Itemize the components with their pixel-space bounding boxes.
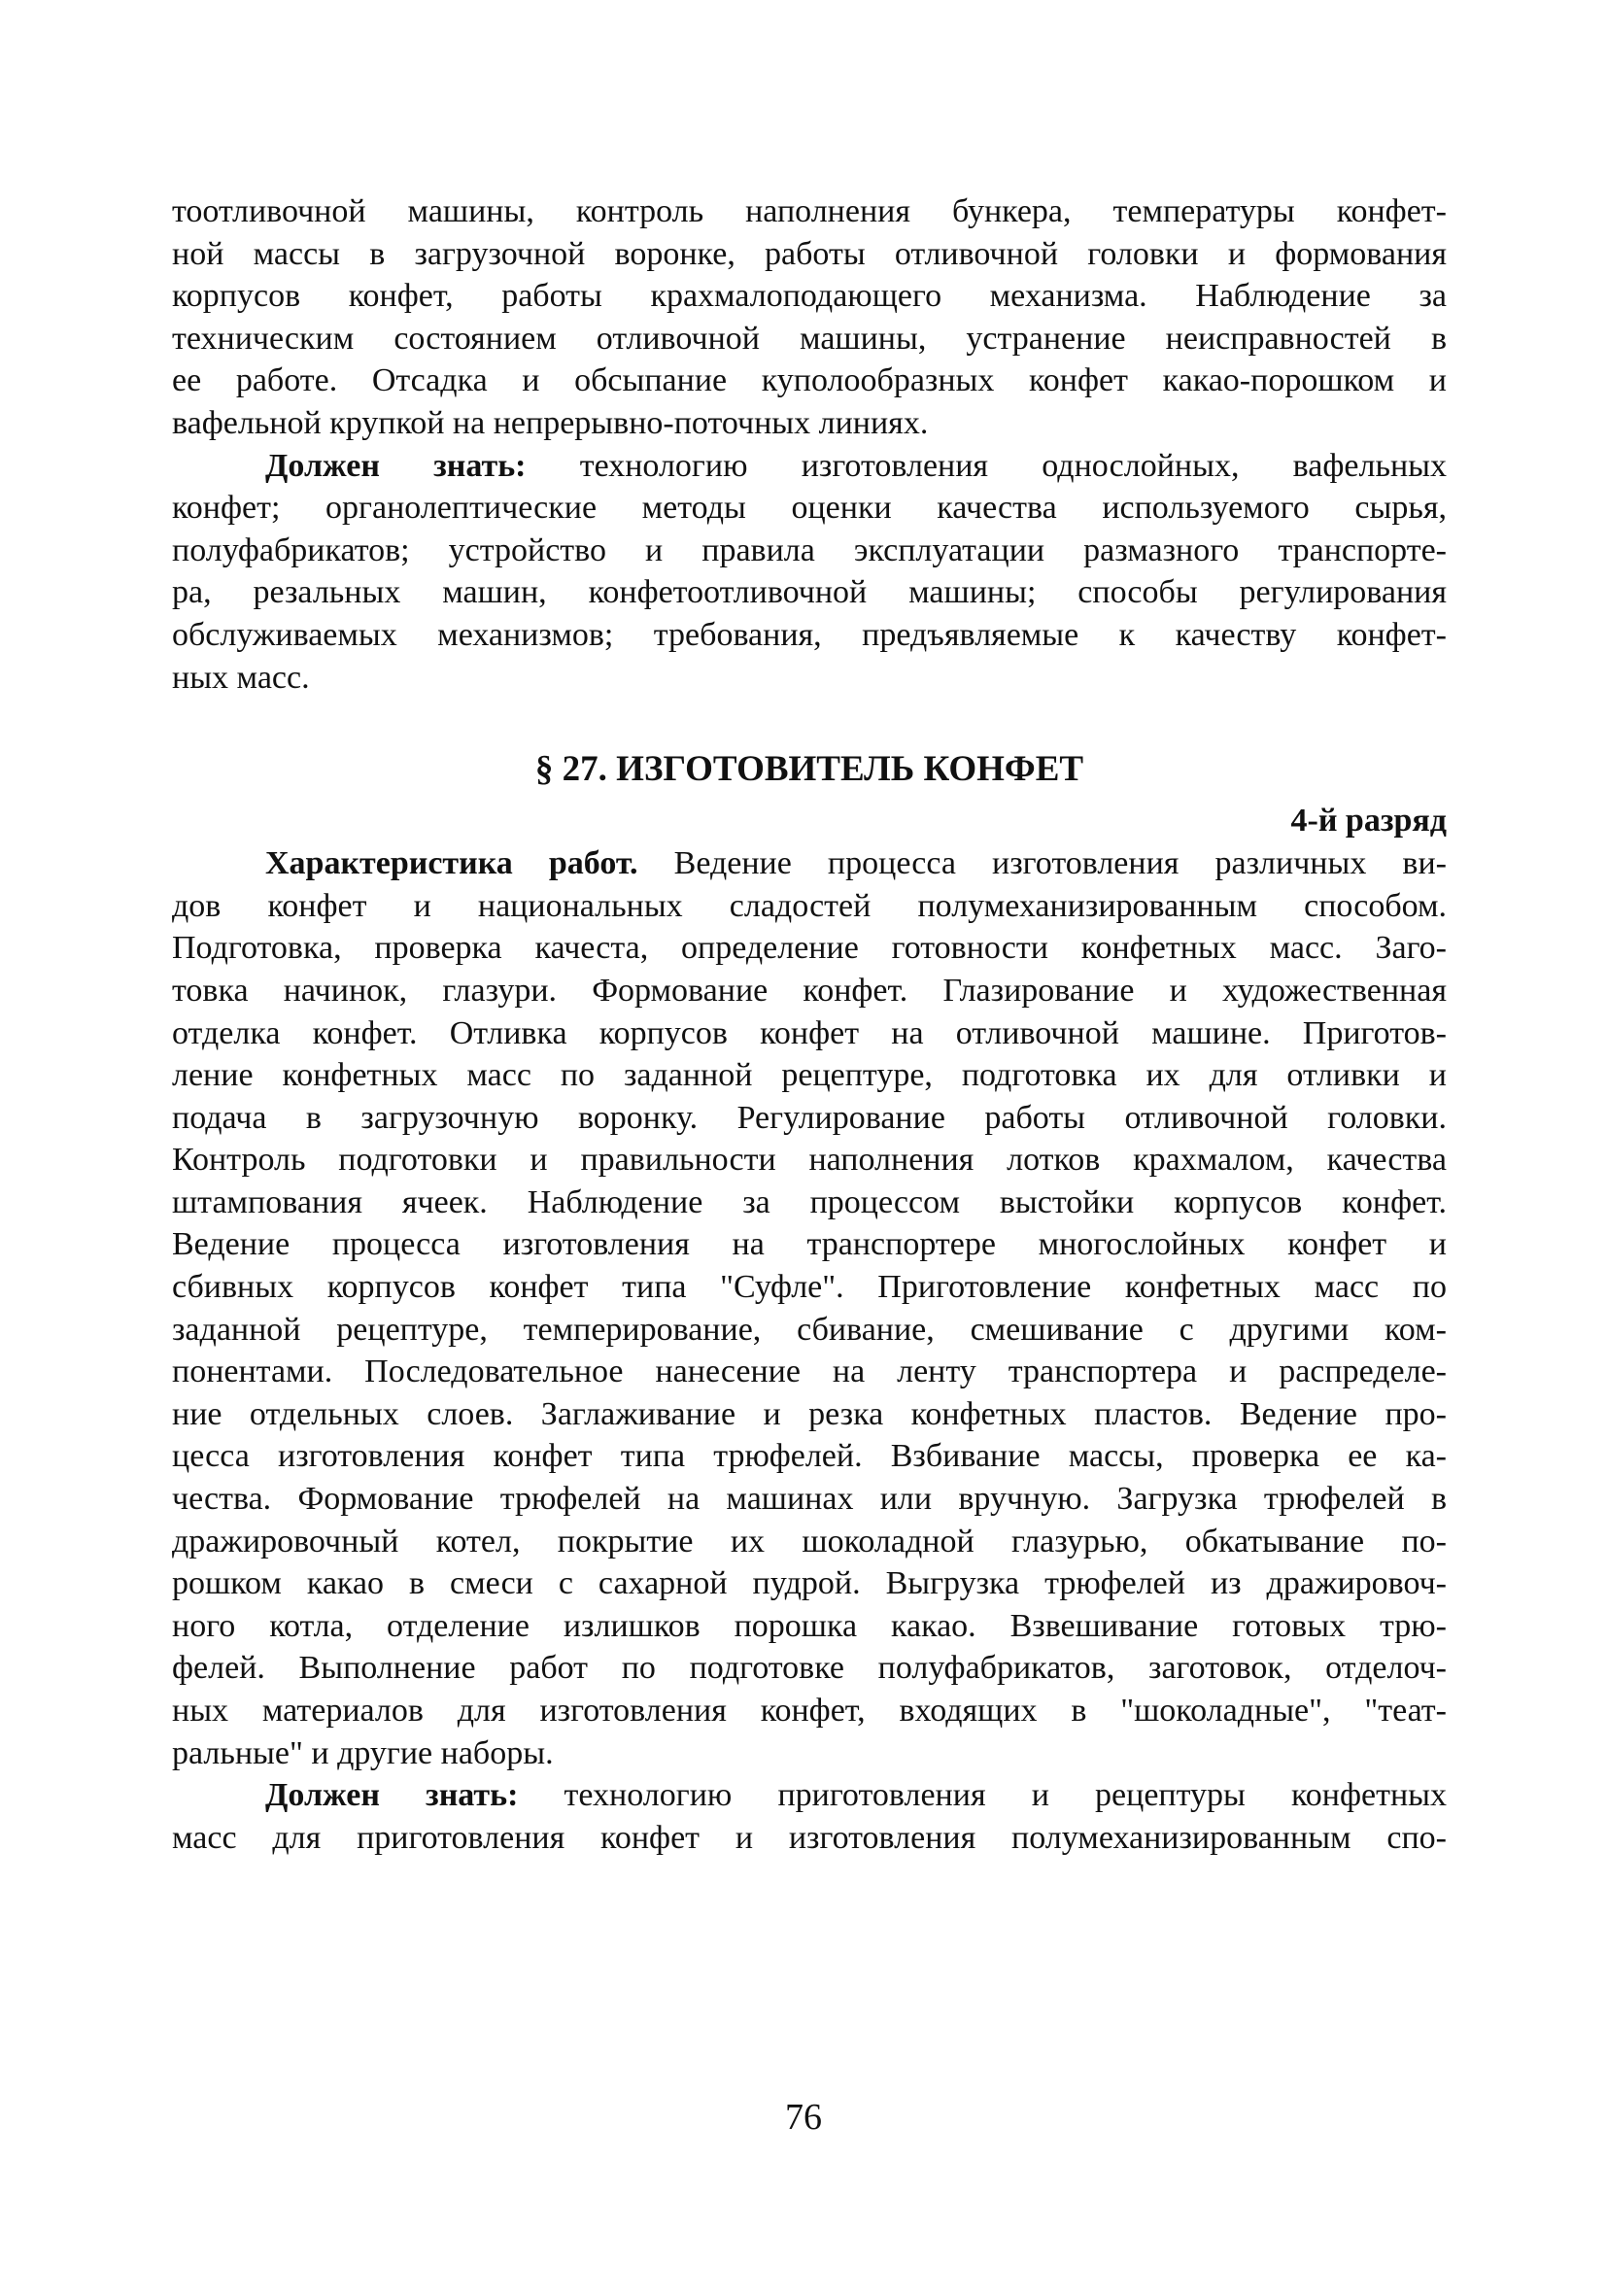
text-line: цесса изготовления конфет типа трюфелей. Взбивание массы, проверка ее ка- bbox=[172, 1438, 1447, 1475]
text-line: Ведение процесса изготовления на транспортере многослойных конфет и bbox=[172, 1226, 1447, 1263]
text-line: вафельной крупкой на непрерывно-поточных линиях. bbox=[172, 404, 929, 441]
text-line: ных масс. bbox=[172, 659, 310, 696]
text-line: корпусов конфет, работы крахмалоподающего механизма. Наблюдение за bbox=[172, 278, 1447, 315]
text-line: полуфабрикатов; устройство и правила эксплуатации размазного транспорте- bbox=[172, 531, 1447, 568]
section-title: § 27. ИЗГОТОВИТЕЛЬ КОНФЕТ bbox=[534, 749, 1084, 790]
text-line: ние отдельных слоев. Заглаживание и резка конфетных пластов. Ведение про- bbox=[172, 1395, 1447, 1432]
text-line: фелей. Выполнение работ по подготовке полуфабрикатов, заготовок, отделоч- bbox=[172, 1650, 1447, 1687]
text-line: заданной рецептуре, темперирование, сбивание, смешивание с другими ком- bbox=[172, 1311, 1447, 1348]
document-page bbox=[172, 190, 1447, 1859]
text-line bbox=[172, 842, 1447, 885]
text-line: ление конфетных масс по заданной рецептуре, подготовка их для отливки и bbox=[172, 1057, 1447, 1094]
text-line bbox=[172, 445, 1447, 488]
text-line: масс для приготовления конфет и изготовления полумеханизированным спо- bbox=[172, 1819, 1447, 1856]
text-line: товка начинок, глазури. Формование конфет. Глазирование и художественная bbox=[172, 972, 1447, 1009]
must-know-label: Должен знать: bbox=[265, 1777, 519, 1814]
text-line: чества. Формование трюфелей на машинах или вручную. Загрузка трюфелей в bbox=[172, 1481, 1447, 1518]
text-line: ральные" и другие наборы. bbox=[172, 1734, 554, 1771]
text-line: рошком какао в смеси с сахарной пудрой. Выгрузка трюфелей из дражировоч- bbox=[172, 1565, 1447, 1602]
text-line: сбивных корпусов конфет типа "Суфле". Приготовление конфетных масс по bbox=[172, 1269, 1447, 1306]
text-line: Подготовка, проверка качеста, определение готовности конфетных масс. Заго- bbox=[172, 930, 1447, 967]
text-line: штампования ячеек. Наблюдение за процессом выстойки корпусов конфет. bbox=[172, 1183, 1447, 1220]
text-line bbox=[172, 1774, 1447, 1817]
must-know-label: Должен знать: bbox=[265, 447, 527, 484]
page-number: 76 bbox=[785, 2097, 822, 2138]
text-line: обслуживаемых механизмов; требования, предъявляемые к качеству конфет- bbox=[172, 616, 1447, 653]
text-line: техническим состоянием отливочной машины, устранение неисправностей в bbox=[172, 320, 1447, 357]
text-run: технологию приготовления и рецептуры конфетных bbox=[518, 1777, 1447, 1814]
text-line: ных материалов для изготовления конфет, входящих в "шоколадные", "теат- bbox=[172, 1693, 1447, 1729]
characteristics-paragraph bbox=[172, 842, 1447, 1774]
text-line: ного котла, отделение излишков порошка какао. Взвешивание готовых трю- bbox=[172, 1607, 1447, 1644]
text-line: ной массы в загрузочной воронке, работы отливочной головки и формования bbox=[172, 235, 1447, 272]
text-line: дов конфет и национальных сладостей полумеханизированным способом. bbox=[172, 887, 1447, 924]
text-line: ра, резальных машин, конфетоотливочной машины; способы регулирования bbox=[172, 574, 1447, 611]
text-line: конфет; органолептические методы оценки качества используемого сырья, bbox=[172, 490, 1447, 527]
text-line: понентами. Последовательное нанесение на ленту транспортера и распределе- bbox=[172, 1354, 1447, 1390]
text-line: дражировочный котел, покрытие их шоколадной глазурью, обкатывание по- bbox=[172, 1523, 1447, 1559]
text-run: технологию изготовления однослойных, вафельных bbox=[526, 447, 1447, 484]
grade-label: 4-й разряд bbox=[1290, 803, 1447, 840]
text-line: Контроль подготовки и правильности наполнения лотков крахмалом, качества bbox=[172, 1142, 1447, 1179]
text-line: отделка конфет. Отливка корпусов конфет на отливочной машине. Приготов- bbox=[172, 1014, 1447, 1051]
characteristics-label: Характеристика работ. bbox=[265, 845, 638, 882]
text-run: Ведение процесса изготовления различных ви- bbox=[637, 845, 1447, 882]
text-line: подача в загрузочную воронку. Регулирование работы отливочной головки. bbox=[172, 1099, 1447, 1136]
must-know-paragraph bbox=[172, 445, 1447, 700]
text-line: ее работе. Отсадка и обсыпание куполообразных конфет какао-порошком и bbox=[172, 362, 1447, 399]
must-know-paragraph bbox=[172, 1774, 1447, 1859]
text-line: тоотливочной машины, контроль наполнения бункера, температуры конфет- bbox=[172, 193, 1447, 229]
continuation-paragraph bbox=[172, 190, 1447, 445]
